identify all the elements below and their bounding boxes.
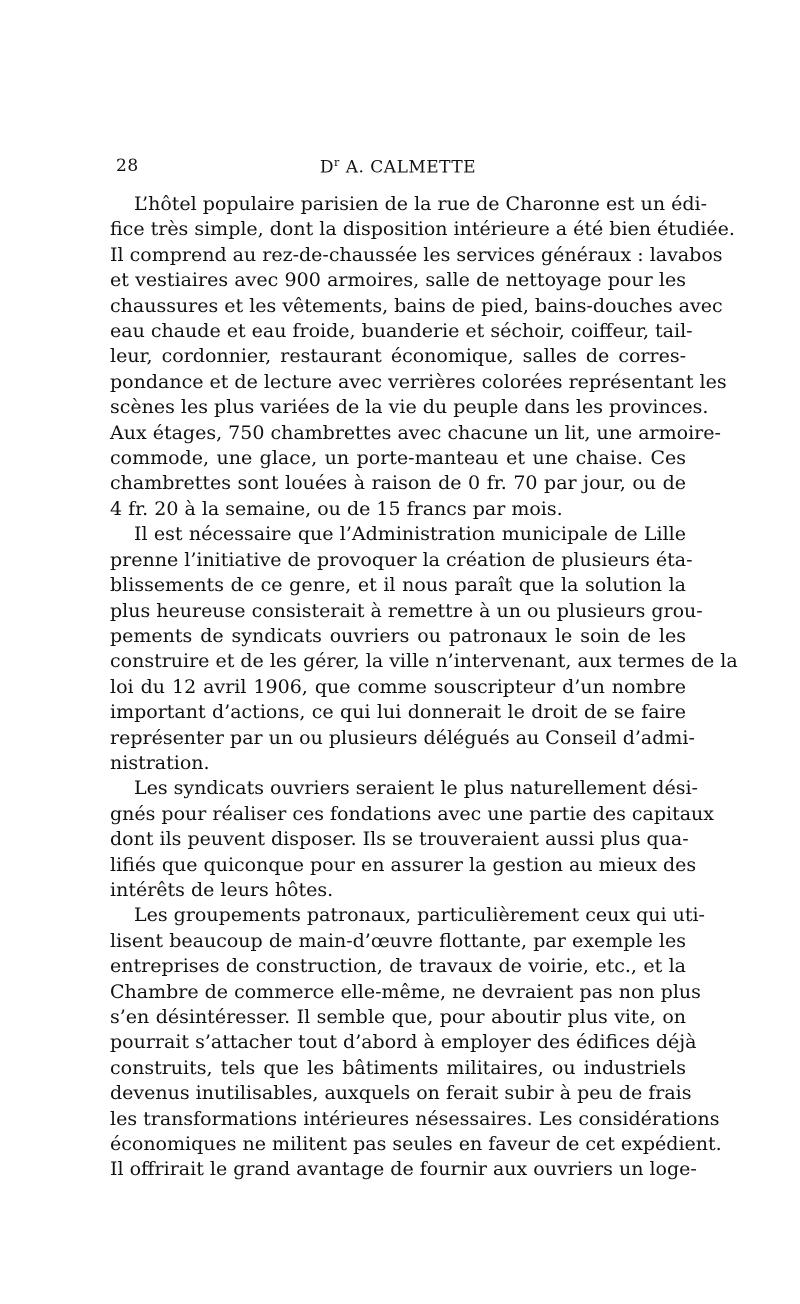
text-line: eau chaude et eau froide, buanderie et séchoir, coiffeur, tail- [110, 320, 693, 343]
text-line: Les groupements patronaux, particulièrement ceux qui uti- [134, 904, 705, 927]
text-line: L’hôtel populaire parisien de la rue de Charonne est un édi- [134, 193, 708, 215]
text-line: lisent beaucoup de main-d’œuvre flottante, par exemple les [110, 929, 686, 952]
text-line: Il offrirait le grand avantage de fournir aux ouvriers un loge- [110, 1158, 697, 1181]
text-line: gnés pour réaliser ces fondations avec une partie des capitaux [110, 802, 715, 825]
book-page [110, 150, 738, 1183]
text-line: Il est nécessaire que l’Administration municipale de Lille [134, 523, 686, 546]
text-line: s’en désintéresser. Il semble que, pour aboutir plus vite, on [110, 1006, 686, 1028]
text-line: fice très simple, dont la disposition intérieure a été bien étudiée. [110, 218, 735, 241]
text-line: blissements de ce genre, et il nous paraît que la solution la [110, 574, 686, 597]
text-line: Les syndicats ouvriers seraient le plus naturellement dési- [134, 777, 698, 800]
text-line: dont ils peuvent disposer. Ils se trouveraient aussi plus qua- [110, 828, 689, 851]
text-line: plus heureuse consisterait à remettre à un ou plusieurs grou- [110, 599, 703, 622]
text-line: économiques ne militent pas seules en faveur de cet expédient. [110, 1133, 722, 1156]
paragraph [110, 776, 715, 903]
text-line: scènes les plus variées de la vie du peuple dans les provinces. [110, 396, 709, 419]
text-line: nistration. [110, 751, 210, 774]
text-line: intérêts de leurs hôtes. [110, 878, 334, 901]
running-head [110, 156, 686, 178]
text-line: leur, cordonnier, restaurant économique, salles de corres- [110, 345, 686, 368]
text-line: représenter par un ou plusieurs délégués au Conseil d’admi- [110, 726, 695, 749]
text-line: entreprises de construction, de travaux de voirie, etc., et la [110, 955, 686, 978]
author-prefix-sup: r [334, 156, 340, 169]
body-text [110, 192, 738, 1183]
text-line: construits, tels que les bâtiments militaires, ou industriels [110, 1056, 686, 1079]
paragraph [110, 903, 722, 1182]
text-line: loi du 12 avril 1906, que comme souscripteur d’un nombre [110, 675, 686, 698]
text-line: Aux étages, 750 chambrettes avec chacune un lit, une armoire- [110, 421, 721, 444]
text-line: et vestiaires avec 900 armoires, salle de nettoyage pour les [110, 269, 686, 292]
text-line: pements de syndicats ouvriers ou patronaux le soin de les [110, 624, 686, 647]
text-line: Chambre de commerce elle-même, ne devraient pas non plus [110, 980, 701, 1003]
text-line: 4 fr. 20 à la semaine, ou de 15 francs par mois. [110, 497, 563, 520]
text-line: pondance et de lecture avec verrières colorées représentant les [110, 370, 727, 393]
text-line: pourrait s’attacher tout d’abord à employer des édifices déjà [110, 1031, 697, 1054]
text-line: Il comprend au rez-de-chaussée les services généraux : lavabos [110, 243, 723, 266]
text-line: les transformations intérieures nésessaires. Les considérations [110, 1107, 720, 1130]
paragraph [110, 192, 735, 522]
text-line: lifiés que quiconque pour en assurer la gestion au mieux des [110, 853, 697, 876]
page-number: 28 [116, 156, 139, 176]
page-header [110, 150, 686, 180]
text-line: prenne l’initiative de provoquer la création de plusieurs éta- [110, 548, 693, 571]
author-name: A. CALMETTE [345, 157, 477, 178]
text-line: important d’actions, ce qui lui donnerait le droit de se faire [110, 701, 686, 724]
text-line: chaussures et les vêtements, bains de pied, bains-douches avec [110, 294, 723, 317]
paragraph [110, 522, 738, 776]
text-line: construire et de les gérer, la ville n’intervenant, aux termes de la [110, 650, 738, 673]
author-prefix: D [319, 157, 335, 178]
text-line: commode, une glace, un porte-manteau et une chaise. Ces [110, 447, 686, 470]
text-line: chambrettes sont louées à raison de 0 fr. 70 par jour, ou de [110, 472, 686, 495]
text-line: devenus inutilisables, auxquels on ferait subir à peu de frais [110, 1082, 692, 1105]
